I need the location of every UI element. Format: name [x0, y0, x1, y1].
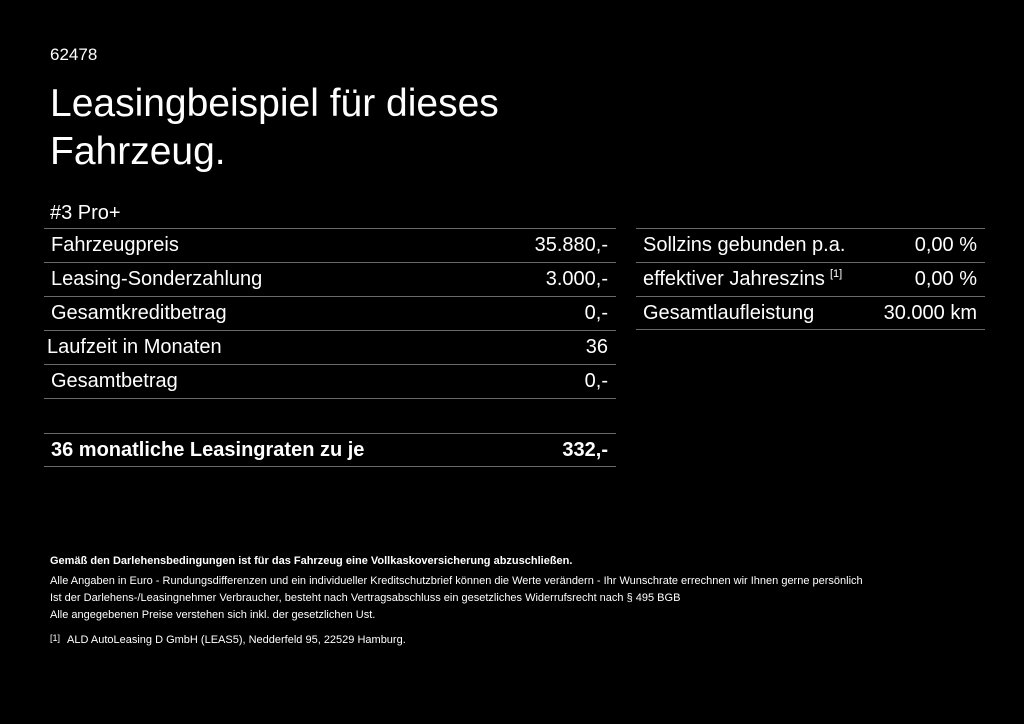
footnote-text: ALD AutoLeasing D GmbH (LEAS5), Nedderfeld 95, 22529 Hamburg.: [67, 634, 406, 646]
table-row: [44, 330, 616, 364]
table-row: [44, 228, 616, 262]
footnote-reference: [1]: [829, 268, 843, 281]
table-row: [636, 262, 985, 296]
table-row: [636, 228, 985, 262]
row-label: Sollzins gebunden p.a.: [643, 234, 846, 256]
row-label: Fahrzeugpreis: [51, 234, 179, 256]
reference-number: 62478: [50, 45, 98, 64]
row-value: 36: [585, 336, 608, 358]
row-label: Laufzeit in Monaten: [47, 336, 222, 358]
page-title: Leasingbeispiel für dieses Fahrzeug.: [50, 82, 499, 173]
row-value: 0,00 %: [914, 234, 977, 256]
effective-rate-label: effektiver Jahreszins: [643, 268, 825, 290]
row-label: Leasing-Sonderzahlung: [51, 268, 263, 290]
note-line: Alle Angaben in Euro - Rundungsdifferenzen und ein individueller Kreditschutzbrief können die Werte verändern - Ihr Wunschrate errechnen wir Ihnen gerne persönlich: [50, 575, 863, 587]
leasing-table: [44, 228, 616, 467]
note-line: Ist der Darlehens-/Leasingnehmer Verbraucher, besteht nach Vertragsabschluss ein gesetzliches Widerrufsrecht nach § 495 BGB: [50, 592, 681, 604]
row-value: 0,-: [584, 302, 608, 324]
row-label: Gesamtkreditbetrag: [51, 302, 227, 324]
row-value: 0,00 %: [914, 268, 977, 290]
row-value: 30.000 km: [883, 301, 977, 324]
table-row: [44, 262, 616, 296]
rates-table: [636, 228, 985, 330]
row-label: Gesamtlaufleistung: [643, 301, 815, 324]
row-value: 0,-: [584, 370, 608, 392]
vehicle-model: #3 Pro+: [50, 202, 121, 224]
row-label: [643, 268, 842, 291]
note-line: Alle angegebenen Preise verstehen sich inkl. der gesetzlichen Ust.: [50, 609, 376, 621]
legal-notes: [50, 553, 990, 624]
row-value: 3.000,-: [545, 268, 608, 290]
row-label: Gesamtbetrag: [51, 370, 178, 392]
footnote-mark: [1]: [50, 633, 61, 643]
spacer-row: [44, 398, 616, 433]
table-row: [44, 296, 616, 330]
monthly-rate-value: 332,-: [562, 438, 608, 461]
footnote: [50, 632, 406, 649]
row-value: 35.880,-: [534, 234, 608, 256]
monthly-rate-row: [44, 433, 616, 467]
table-row: [636, 296, 985, 330]
insurance-note: Gemäß den Darlehensbedingungen ist für das Fahrzeug eine Vollkaskoversicherung abzuschließen.: [50, 555, 573, 567]
table-row: [44, 364, 616, 398]
monthly-rate-label: 36 monatliche Leasingraten zu je: [51, 438, 365, 461]
